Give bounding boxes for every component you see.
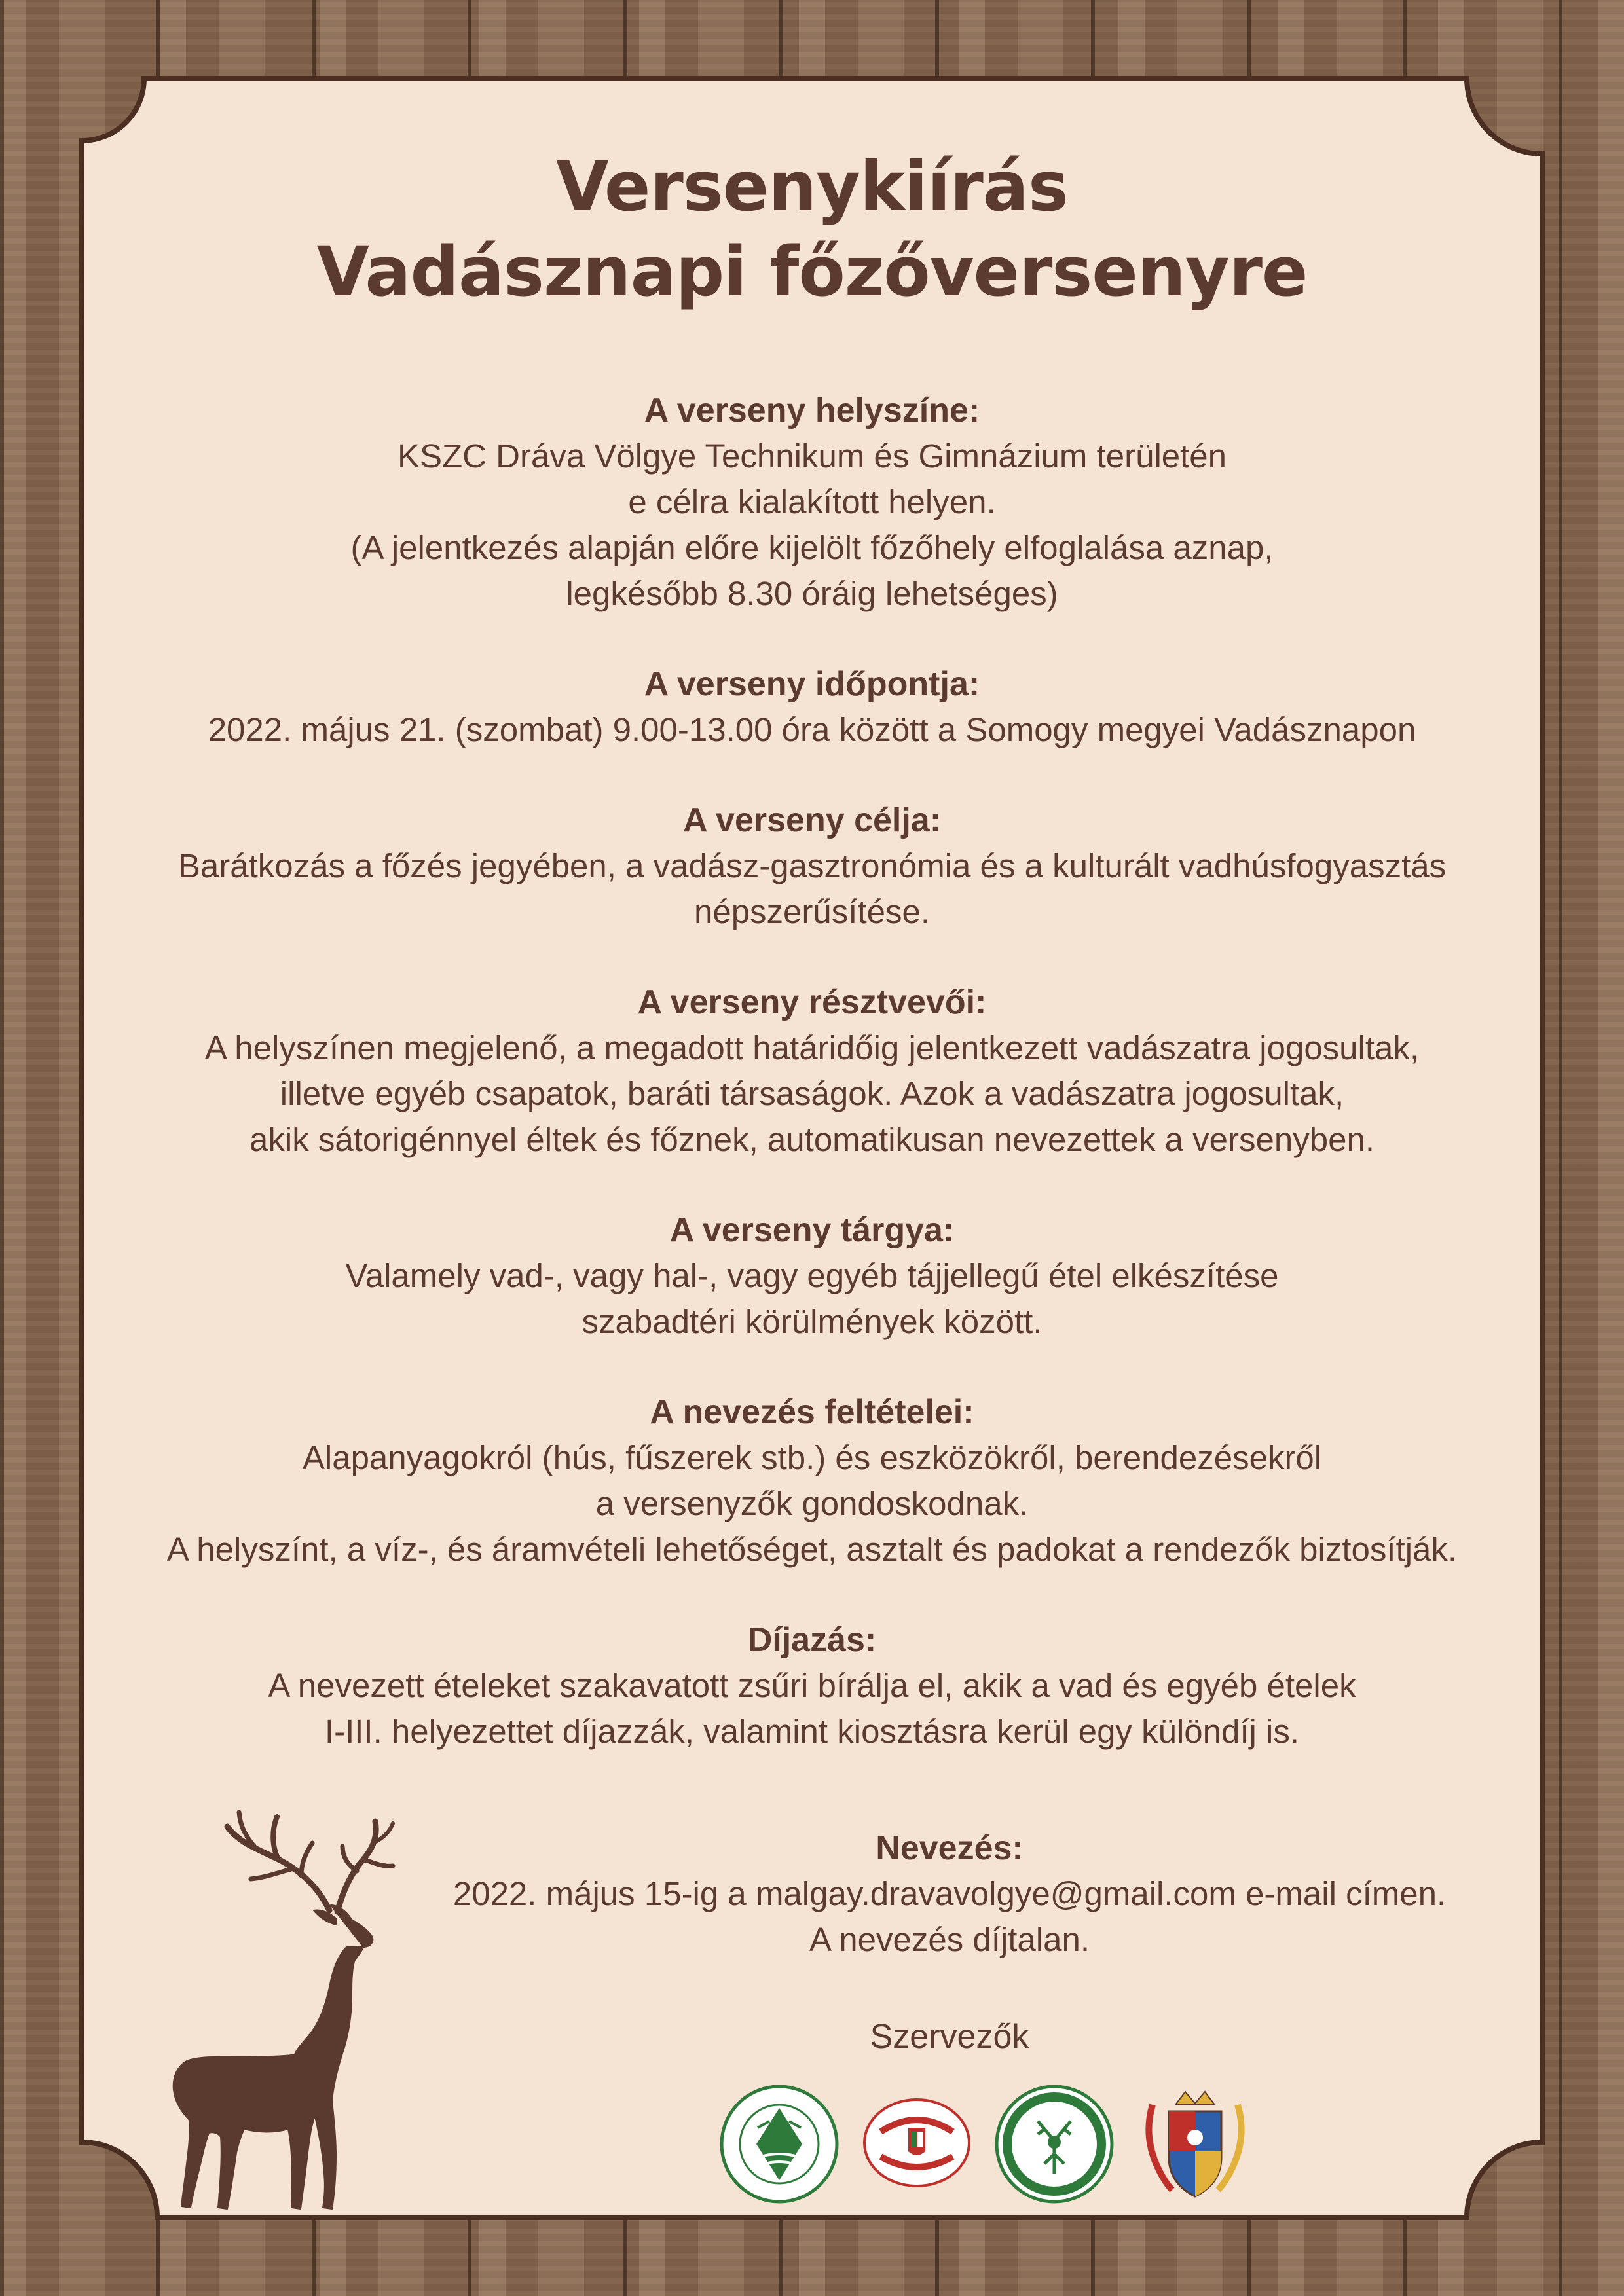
deer-silhouette-icon bbox=[167, 1807, 442, 2213]
title-line-2: Vadásznapi főzőversenyre bbox=[316, 232, 1308, 312]
section-heading: A verseny célja: bbox=[682, 801, 942, 839]
section-line: Alapanyagokról (hús, fűszerek stb.) és eszközökről, berendezésekről bbox=[302, 1439, 1322, 1476]
section-heading: Díjazás: bbox=[747, 1621, 877, 1659]
section-date bbox=[118, 661, 1506, 753]
coat-of-arms-logo bbox=[1139, 2085, 1251, 2203]
section-heading: A verseny résztvevői: bbox=[637, 983, 987, 1021]
section-heading: A verseny időpontja: bbox=[644, 665, 980, 703]
section-goal bbox=[118, 797, 1506, 935]
section-prizes bbox=[118, 1617, 1506, 1755]
section-line: szabadtéri körülmények között. bbox=[581, 1303, 1043, 1340]
section-line: A helyszínen megjelenő, a megadott határidőig jelentkezett vadászatra jogosultak, bbox=[204, 1029, 1420, 1066]
poster-title bbox=[118, 144, 1506, 314]
section-line: A nevezett ételeket szakavatott zsűri bírálja el, akik a vad és egyéb ételek bbox=[268, 1667, 1356, 1704]
section-heading: A verseny helyszíne: bbox=[644, 392, 980, 429]
hunters-association-logo bbox=[992, 2082, 1116, 2206]
organizers-label: Szervezők bbox=[870, 2018, 1029, 2056]
section-line: KSZC Dráva Völgye Technikum és Gimnázium területén bbox=[397, 437, 1227, 475]
section-heading: A nevezés feltételei: bbox=[650, 1393, 974, 1431]
section-line: Valamely vad-, vagy hal-, vagy egyéb tájjellegű étel elkészítése bbox=[345, 1257, 1279, 1294]
section-line: e célra kialakított helyen. bbox=[628, 483, 996, 520]
section-line: legkésőbb 8.30 óráig lehetséges) bbox=[566, 575, 1058, 612]
title-line-1: Versenykiírás bbox=[556, 147, 1068, 227]
section-line: A nevezés díjtalan. bbox=[809, 1921, 1090, 1958]
section-line: Barátkozás a főzés jegyében, a vadász-gasztronómia és a kulturált vadhúsfogyasztás bbox=[177, 847, 1447, 884]
organizer-logos bbox=[717, 2082, 1254, 2206]
poster-content bbox=[118, 144, 1506, 1799]
school-seal-logo bbox=[717, 2082, 841, 2206]
section-line: illetve egyéb csapatok, baráti társaságok. Azok a vadászatra jogosultak, bbox=[280, 1075, 1344, 1112]
section-entry-conditions bbox=[118, 1389, 1506, 1573]
section-subject bbox=[118, 1207, 1506, 1345]
info-sections bbox=[118, 388, 1506, 1755]
section-heading: Nevezés: bbox=[876, 1829, 1024, 1867]
registration-email-line: 2022. május 15-ig a malgay.dravavolgye@gmail.com e-mail címen. bbox=[452, 1875, 1447, 1912]
section-participants bbox=[118, 979, 1506, 1163]
section-line: (A jelentkezés alapján előre kijelölt főzőhely elfoglalása aznap, bbox=[350, 529, 1274, 566]
section-registration bbox=[367, 1825, 1532, 1963]
section-line: 2022. május 21. (szombat) 9.00-13.00 óra között a Somogy megyei Vadásznapon bbox=[208, 711, 1416, 748]
section-line: a versenyzők gondoskodnak. bbox=[595, 1485, 1029, 1522]
section-line: akik sátorigénnyel éltek és főznek, automatikusan nevezettek a versenyben. bbox=[249, 1121, 1375, 1158]
section-venue bbox=[118, 388, 1506, 617]
section-line: népszerűsítése. bbox=[693, 893, 931, 930]
section-heading: A verseny tárgya: bbox=[669, 1211, 955, 1249]
section-line: I-III. helyezettet díjazzák, valamint kiosztásra kerül egy különdíj is. bbox=[324, 1713, 1300, 1750]
organizers-label-block bbox=[819, 2014, 1080, 2060]
hunting-chamber-logo bbox=[861, 2094, 972, 2192]
section-line: A helyszínt, a víz-, és áramvételi lehetőséget, asztalt és padokat a rendezők biztosítják. bbox=[166, 1531, 1458, 1568]
